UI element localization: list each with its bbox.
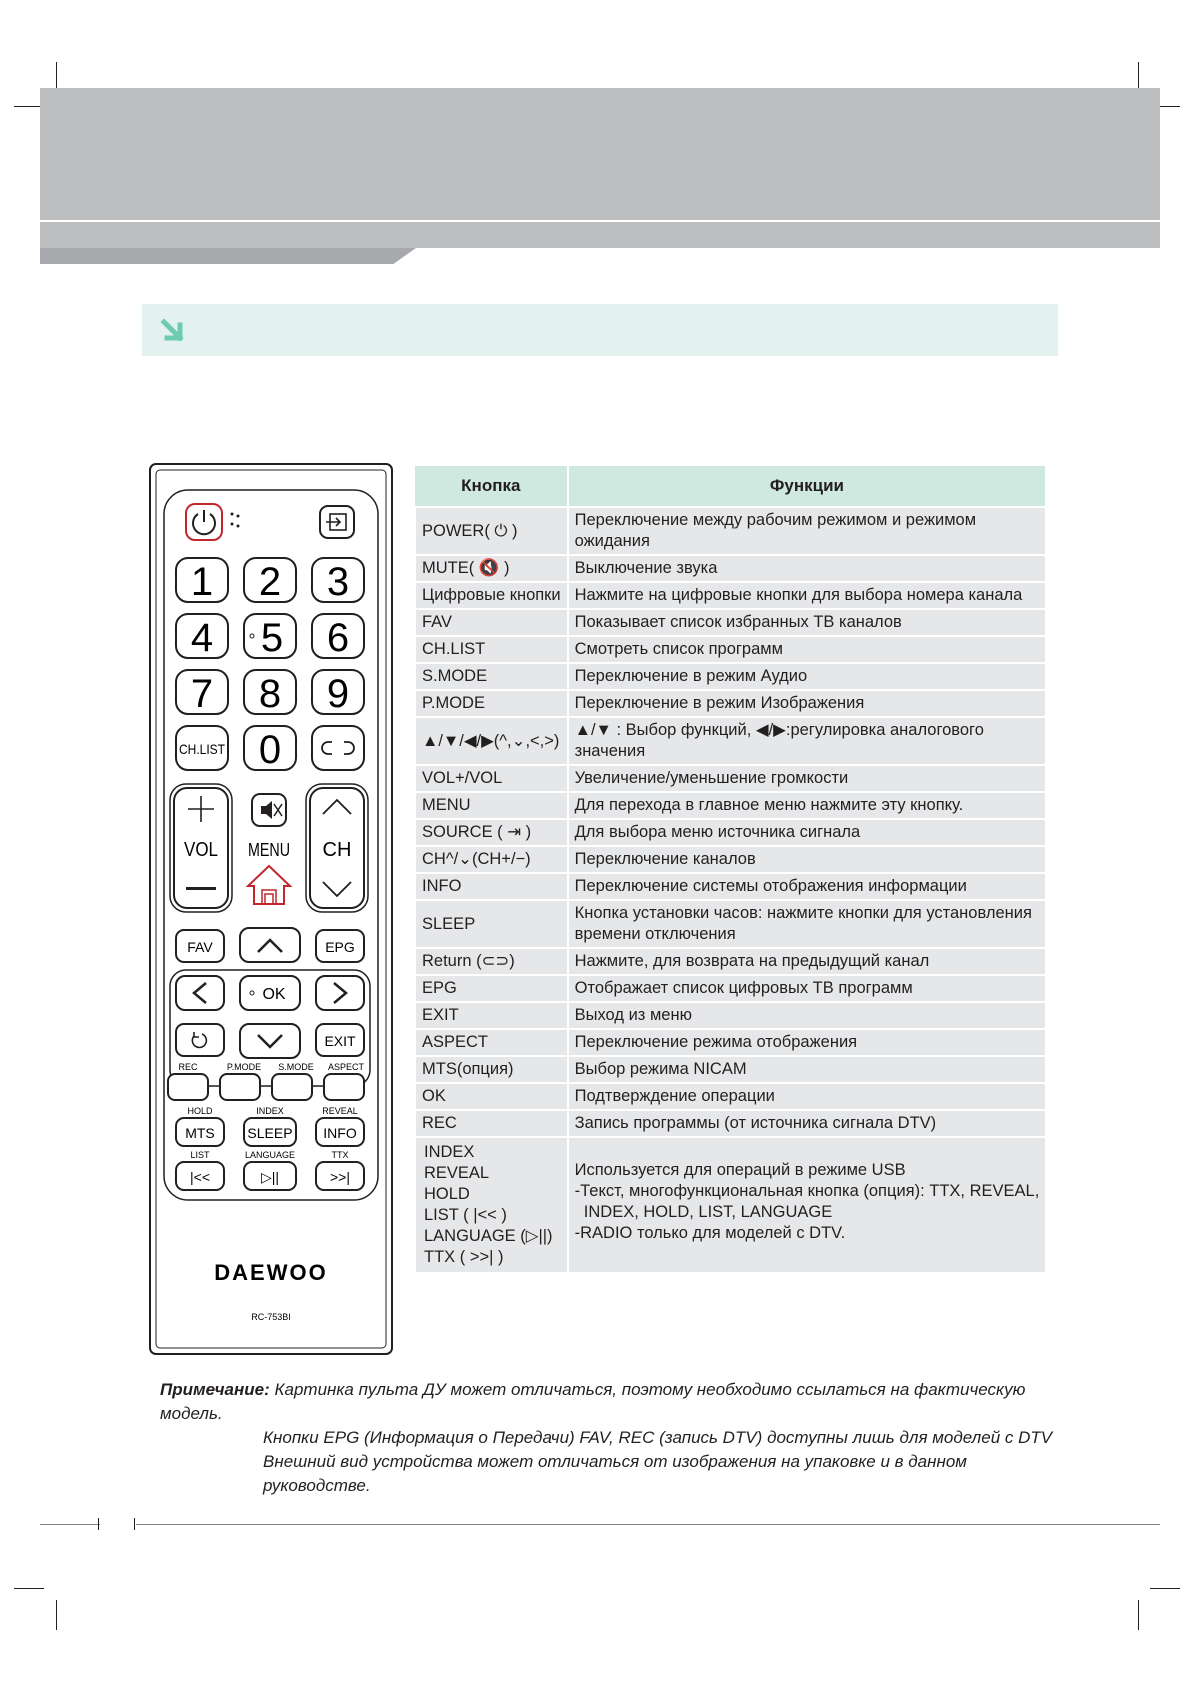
function-table bbox=[414, 466, 1047, 1274]
table-row bbox=[415, 609, 1046, 636]
func-line: INDEX, HOLD, LIST, LANGUAGE bbox=[574, 1203, 833, 1221]
sleep-label: SLEEP bbox=[247, 1125, 293, 1141]
digit-button[interactable] bbox=[176, 670, 228, 716]
header-band bbox=[40, 88, 1160, 220]
footer-tick bbox=[98, 1518, 99, 1530]
key-cell: P.MODE bbox=[415, 690, 568, 717]
digit-button[interactable] bbox=[312, 558, 364, 604]
digit-button[interactable] bbox=[244, 558, 296, 604]
table-row bbox=[415, 555, 1046, 582]
key-line: LIST ( |<< ) bbox=[424, 1206, 507, 1224]
left-button[interactable] bbox=[176, 976, 224, 1010]
key-cell: POWER( ⏻ ) bbox=[415, 507, 568, 555]
model-label: RC-753BI bbox=[251, 1312, 291, 1322]
digit-label: 6 bbox=[326, 616, 350, 660]
footer-rule bbox=[40, 1524, 100, 1525]
header-strip bbox=[40, 222, 1160, 248]
func-line: Используется для операций в режиме USB bbox=[574, 1161, 906, 1179]
key-line: TTX ( >>| ) bbox=[424, 1248, 504, 1266]
small-label: S.MODE bbox=[278, 1062, 314, 1072]
func-cell: Смотреть список программ bbox=[568, 636, 1047, 663]
small-label: LIST bbox=[190, 1150, 210, 1160]
brand-logo: DAEWOO bbox=[214, 1260, 328, 1285]
table-row bbox=[415, 582, 1046, 609]
key-cell: MTS(опция) bbox=[415, 1056, 568, 1083]
key-cell: CH^/⌄(CH+/−) bbox=[415, 846, 568, 873]
table-row-usb bbox=[415, 1137, 1046, 1273]
small-label: TTX bbox=[331, 1150, 349, 1160]
crop-mark bbox=[1138, 1600, 1139, 1630]
ch-list-label: CH.LIST bbox=[179, 741, 226, 757]
table-row bbox=[415, 690, 1046, 717]
table-row bbox=[415, 900, 1046, 948]
digit-label: 1 bbox=[190, 560, 214, 604]
digit-label: 5 bbox=[260, 616, 284, 660]
epg-label: EPG bbox=[325, 939, 355, 955]
func-cell: Переключение в режим Изображения bbox=[568, 690, 1047, 717]
key-cell: MUTE( 🔇 ) bbox=[415, 555, 568, 582]
mute-button[interactable] bbox=[252, 794, 286, 826]
small-label: REVEAL bbox=[322, 1106, 358, 1116]
func-cell: Кнопка установки часов: нажмите кнопки для установления времени отключения bbox=[568, 900, 1047, 948]
footer-tick bbox=[134, 1518, 135, 1530]
func-cell-multi bbox=[568, 1137, 1047, 1273]
ok-label: OK bbox=[262, 986, 286, 1003]
ok-button[interactable] bbox=[240, 976, 300, 1010]
arrow-down-right-icon bbox=[158, 316, 188, 346]
func-cell: Выключение звука bbox=[568, 555, 1047, 582]
digit-label: 4 bbox=[190, 616, 214, 660]
note-block bbox=[160, 1378, 1060, 1498]
back-button[interactable] bbox=[176, 1024, 224, 1056]
func-cell: Переключение системы отображения информации bbox=[568, 873, 1047, 900]
epg-button[interactable] bbox=[316, 930, 364, 962]
note-label: Примечание: bbox=[160, 1380, 270, 1399]
ttx-label: >>| bbox=[330, 1169, 350, 1185]
table-row bbox=[415, 1002, 1046, 1029]
digit-label: 8 bbox=[258, 672, 282, 716]
func-cell: Переключение каналов bbox=[568, 846, 1047, 873]
digit-label: 2 bbox=[258, 560, 282, 604]
digit-button[interactable] bbox=[244, 614, 296, 660]
table-row bbox=[415, 819, 1046, 846]
table-row bbox=[415, 1029, 1046, 1056]
digit-button[interactable] bbox=[312, 670, 364, 716]
crop-mark bbox=[56, 1600, 57, 1630]
func-cell: ▲/▼ : Выбор функций, ◀/▶:регулировка аналогового значения bbox=[568, 717, 1047, 765]
small-label: P.MODE bbox=[226, 1062, 262, 1072]
mts-button[interactable] bbox=[176, 1118, 224, 1146]
language-label: ▷|| bbox=[260, 1169, 280, 1185]
rec-button[interactable] bbox=[168, 1074, 208, 1100]
table-row bbox=[415, 663, 1046, 690]
table-row bbox=[415, 717, 1046, 765]
func-cell: Нажмите, для возврата на предыдущий канал bbox=[568, 948, 1047, 975]
func-cell: Выход из меню bbox=[568, 1002, 1047, 1029]
digit-label: 7 bbox=[190, 672, 214, 716]
digit-button[interactable] bbox=[244, 726, 296, 772]
footer-rule bbox=[136, 1524, 1160, 1525]
digit-button[interactable] bbox=[312, 614, 364, 660]
info-button[interactable] bbox=[316, 1118, 364, 1146]
key-line: INDEX bbox=[424, 1143, 475, 1161]
key-cell: Цифровые кнопки bbox=[415, 582, 568, 609]
key-cell: ASPECT bbox=[415, 1029, 568, 1056]
table-row bbox=[415, 792, 1046, 819]
table-header-key: Кнопка bbox=[415, 466, 568, 507]
func-line: -Текст, многофункциональная кнопка (опция): TTX, REVEAL, bbox=[574, 1182, 1040, 1200]
vol-label: VOL bbox=[184, 839, 218, 861]
small-label: LANGUAGE bbox=[244, 1150, 296, 1160]
small-label: HOLD bbox=[187, 1106, 213, 1116]
digit-label: 0 bbox=[258, 728, 282, 772]
ch-list-button[interactable] bbox=[176, 726, 228, 770]
power-button[interactable] bbox=[186, 504, 222, 540]
table-row bbox=[415, 765, 1046, 792]
key-line: HOLD bbox=[424, 1185, 470, 1203]
key-cell: REC bbox=[415, 1110, 568, 1137]
small-label: INDEX bbox=[256, 1106, 284, 1116]
key-cell: SLEEP bbox=[415, 900, 568, 948]
list-label: |<< bbox=[190, 1169, 210, 1185]
table-header-function: Функции bbox=[568, 466, 1047, 507]
p-mode-button[interactable] bbox=[220, 1074, 260, 1100]
s-mode-button[interactable] bbox=[272, 1074, 312, 1100]
table-row bbox=[415, 507, 1046, 555]
key-cell: OK bbox=[415, 1083, 568, 1110]
table-row bbox=[415, 846, 1046, 873]
table-row bbox=[415, 1083, 1046, 1110]
table-row bbox=[415, 1056, 1046, 1083]
exit-label: EXIT bbox=[324, 1033, 356, 1049]
digit-label: 9 bbox=[326, 672, 350, 716]
source-button[interactable] bbox=[320, 506, 354, 538]
table-row bbox=[415, 636, 1046, 663]
func-cell: Для перехода в главное меню нажмите эту кнопку. bbox=[568, 792, 1047, 819]
func-cell: Переключение между рабочим режимом и режимом ожидания bbox=[568, 507, 1047, 555]
mts-label: MTS bbox=[185, 1125, 215, 1141]
note-line: Внешний вид устройства может отличаться от изображения на упаковке и в данном руководстве. bbox=[263, 1452, 967, 1495]
key-line: REVEAL bbox=[424, 1164, 490, 1182]
small-label: REC bbox=[178, 1062, 198, 1072]
table-row bbox=[415, 948, 1046, 975]
func-cell: Выбор режима NICAM bbox=[568, 1056, 1047, 1083]
sleep-button[interactable] bbox=[244, 1118, 296, 1146]
key-cell: EPG bbox=[415, 975, 568, 1002]
table-row bbox=[415, 873, 1046, 900]
func-cell: Отображает список цифровых ТВ программ bbox=[568, 975, 1047, 1002]
ttx-button[interactable] bbox=[316, 1162, 364, 1190]
ch-rocker[interactable] bbox=[306, 784, 368, 912]
digit-label: 3 bbox=[326, 560, 350, 604]
fav-label: FAV bbox=[187, 939, 213, 955]
crop-mark bbox=[14, 1588, 44, 1589]
fav-button[interactable] bbox=[176, 930, 224, 962]
down-button[interactable] bbox=[240, 1024, 300, 1058]
remote-control bbox=[148, 462, 394, 1356]
key-cell: CH.LIST bbox=[415, 636, 568, 663]
func-cell: Нажмите на цифровые кнопки для выбора номера канала bbox=[568, 582, 1047, 609]
vol-rocker[interactable] bbox=[170, 784, 232, 912]
menu-label: MENU bbox=[248, 840, 290, 860]
right-button[interactable] bbox=[316, 976, 364, 1010]
section-bar bbox=[142, 304, 1058, 356]
key-cell: EXIT bbox=[415, 1002, 568, 1029]
digit-button[interactable] bbox=[176, 614, 228, 660]
key-cell: FAV bbox=[415, 609, 568, 636]
func-cell: Для выбора меню источника сигнала bbox=[568, 819, 1047, 846]
key-line: LANGUAGE (▷||) bbox=[424, 1227, 553, 1245]
table-row bbox=[415, 975, 1046, 1002]
info-label: INFO bbox=[323, 1125, 357, 1141]
small-label: ASPECT bbox=[327, 1062, 365, 1072]
key-cell: SOURCE ( ⇥ ) bbox=[415, 819, 568, 846]
up-button[interactable] bbox=[240, 928, 300, 962]
key-cell: S.MODE bbox=[415, 663, 568, 690]
key-cell-multi bbox=[415, 1137, 568, 1273]
table-row bbox=[415, 1110, 1046, 1137]
func-cell: Подтверждение операции bbox=[568, 1083, 1047, 1110]
note-line: Картинка пульта ДУ может отличаться, поэтому необходимо ссылаться на фактическую модель. bbox=[160, 1380, 1026, 1423]
key-cell: ▲/▼/◀/▶(^,⌄,<,>) bbox=[415, 717, 568, 765]
key-cell: Return (⊂⊃) bbox=[415, 948, 568, 975]
crop-mark bbox=[1150, 1588, 1180, 1589]
header-tab bbox=[40, 248, 416, 264]
key-cell: VOL+/VOL bbox=[415, 765, 568, 792]
func-cell: Увеличение/уменьшение громкости bbox=[568, 765, 1047, 792]
digit-button[interactable] bbox=[244, 670, 296, 716]
digit-button[interactable] bbox=[176, 558, 228, 604]
return-button[interactable] bbox=[312, 726, 364, 770]
func-cell: Переключение в режим Аудио bbox=[568, 663, 1047, 690]
func-cell: Показывает список избранных ТВ каналов bbox=[568, 609, 1047, 636]
exit-button[interactable] bbox=[316, 1024, 364, 1056]
aspect-button[interactable] bbox=[324, 1074, 364, 1100]
language-button[interactable] bbox=[244, 1162, 296, 1190]
list-button[interactable] bbox=[176, 1162, 224, 1190]
ch-label: CH bbox=[322, 839, 352, 861]
key-cell: INFO bbox=[415, 873, 568, 900]
note-line: Кнопки EPG (Информация о Передачи) FAV, REC (запись DTV) доступны лишь для моделей с DTV bbox=[263, 1428, 1053, 1447]
func-cell: Переключение режима отображения bbox=[568, 1029, 1047, 1056]
func-line: -RADIO только для моделей с DTV. bbox=[574, 1224, 846, 1242]
key-cell: MENU bbox=[415, 792, 568, 819]
func-cell: Запись программы (от источника сигнала DTV) bbox=[568, 1110, 1047, 1137]
